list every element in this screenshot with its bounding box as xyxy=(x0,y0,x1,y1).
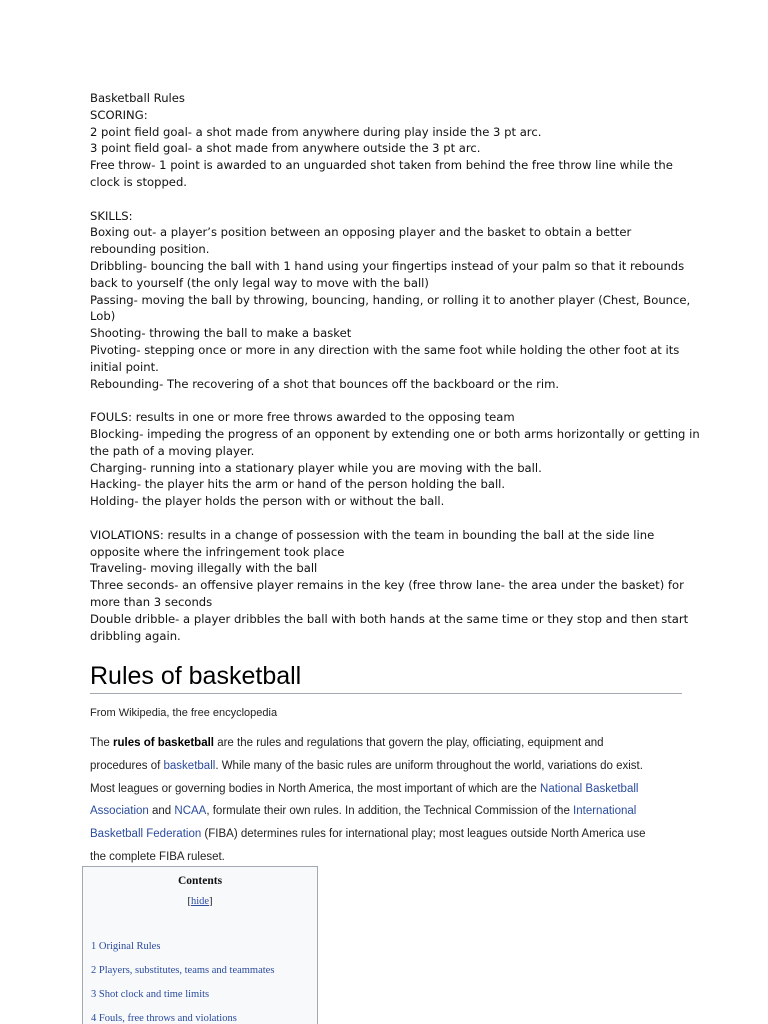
notes-title: Basketball Rules xyxy=(90,91,185,105)
violations-line: Three seconds- an offensive player remains in the key (free throw lane- the area under the basket) for xyxy=(90,578,684,593)
toc-list xyxy=(91,935,274,1024)
skills-line: Passing- moving the ball by throwing, bouncing, handing, or rolling it to another player (Chest, Bounce, xyxy=(90,292,691,307)
paragraph-gap xyxy=(90,392,690,409)
violations-line: opposite where the infringement took place xyxy=(90,544,345,559)
fouls-line: Hacking- the player hits the arm or hand of the person holding the ball. xyxy=(90,477,506,492)
skills-line: Shooting- throwing the ball to make a basket xyxy=(90,326,352,341)
link-basketball[interactable]: basketball xyxy=(163,759,216,772)
toc-link[interactable]: 1 Original Rules xyxy=(91,941,161,952)
fouls-line: Charging- running into a stationary player while you are moving with the ball. xyxy=(90,460,542,475)
toc-link[interactable]: 4 Fouls, free throws and violations xyxy=(91,1013,237,1024)
intro-text: Most leagues or governing bodies in North America, the most important of which are the xyxy=(90,782,541,795)
scoring-line: 2 point field goal- a shot made from anywhere during play inside the 3 pt arc. xyxy=(90,124,542,139)
fouls-heading: FOULS: results in one or more free throws awarded to the opposing team xyxy=(90,410,515,425)
paragraph-gap xyxy=(90,191,690,208)
toc-hide-link[interactable]: hide xyxy=(190,896,210,907)
link-fiba[interactable]: International xyxy=(573,805,637,818)
skills-line: Rebounding- The recovering of a shot that bounces off the backboard or the rim. xyxy=(90,376,560,391)
article-title: Rules of basketball xyxy=(90,660,682,694)
link-nba[interactable]: National Basketball xyxy=(540,782,639,795)
skills-line: Lob) xyxy=(90,309,116,324)
scoring-line: Free throw- 1 point is awarded to an unguarded shot taken from behind the free throw line while the xyxy=(90,158,673,173)
intro-line xyxy=(90,732,682,755)
intro-text: . While many of the basic rules are uniform throughout the world, variations do exist. xyxy=(215,759,643,772)
skills-line: rebounding position. xyxy=(90,242,210,257)
toc-item xyxy=(91,983,274,1007)
toc-item xyxy=(91,1007,274,1024)
skills-line: Pivoting- stepping once or more in any direction with the same foot while holding the other foot at its xyxy=(90,342,680,357)
violations-heading: VIOLATIONS: results in a change of possession with the team in bounding the ball at the side line xyxy=(90,527,655,542)
intro-text: procedures of xyxy=(90,759,164,772)
intro-line: the complete FIBA ruleset. xyxy=(90,850,225,863)
skills-line: initial point. xyxy=(90,359,159,374)
intro-text: are the rules and regulations that govern the play, officiating, equipment and xyxy=(214,737,604,749)
intro-text: , formulate their own rules. In addition, the Technical Commission of the xyxy=(206,805,574,818)
rules-notes xyxy=(90,90,700,644)
article-intro xyxy=(90,732,682,869)
fouls-line: Blocking- impeding the progress of an opponent by extending one or both arms horizontally or getting in xyxy=(90,426,700,441)
table-of-contents xyxy=(82,866,318,1024)
wikipedia-article xyxy=(90,660,682,869)
fouls-line: Holding- the player holds the person with or without the ball. xyxy=(90,494,445,509)
paragraph-gap xyxy=(90,510,690,527)
fouls-line: the path of a moving player. xyxy=(90,443,255,458)
article-source: From Wikipedia, the free encyclopedia xyxy=(90,707,278,719)
skills-line: Boxing out- a player’s position between an opposing player and the basket to obtain a better xyxy=(90,225,632,240)
intro-line xyxy=(90,778,682,801)
toc-bracket: [ xyxy=(187,896,191,907)
intro-line xyxy=(90,800,682,823)
toc-title: Contents xyxy=(177,875,223,887)
link-ncaa[interactable]: NCAA xyxy=(174,805,207,818)
violations-line: dribbling again. xyxy=(90,628,181,643)
toc-hide-toggle xyxy=(83,896,317,907)
toc-link[interactable]: 2 Players, substitutes, teams and teammates xyxy=(91,965,275,976)
intro-bold-term: rules of basketball xyxy=(113,737,214,749)
scoring-line: clock is stopped. xyxy=(90,174,187,189)
intro-line xyxy=(90,823,682,846)
link-fiba[interactable]: Basketball Federation xyxy=(90,828,202,841)
toc-item xyxy=(91,935,274,959)
toc-bracket: ] xyxy=(209,896,213,907)
toc-link[interactable]: 3 Shot clock and time limits xyxy=(91,989,210,1000)
intro-text: The xyxy=(90,737,114,749)
link-nba[interactable]: Association xyxy=(90,805,149,818)
skills-heading: SKILLS: xyxy=(90,208,133,223)
toc-item xyxy=(91,959,274,983)
skills-line: Dribbling- bouncing the ball with 1 hand using your fingertips instead of your palm so that it rebounds xyxy=(90,258,685,273)
intro-text: and xyxy=(148,805,175,818)
violations-line: more than 3 seconds xyxy=(90,594,213,609)
intro-text: (FIBA) determines rules for international play; most leagues outside North America use xyxy=(201,828,646,841)
intro-line xyxy=(90,755,682,778)
skills-line: back to yourself (the only legal way to move with the ball) xyxy=(90,275,429,290)
scoring-line: 3 point field goal- a shot made from anywhere outside the 3 pt arc. xyxy=(90,141,481,156)
violations-line: Traveling- moving illegally with the ball xyxy=(90,561,318,576)
scoring-heading: SCORING: xyxy=(90,107,148,122)
violations-line: Double dribble- a player dribbles the ball with both hands at the same time or they stop and then start xyxy=(90,611,689,626)
